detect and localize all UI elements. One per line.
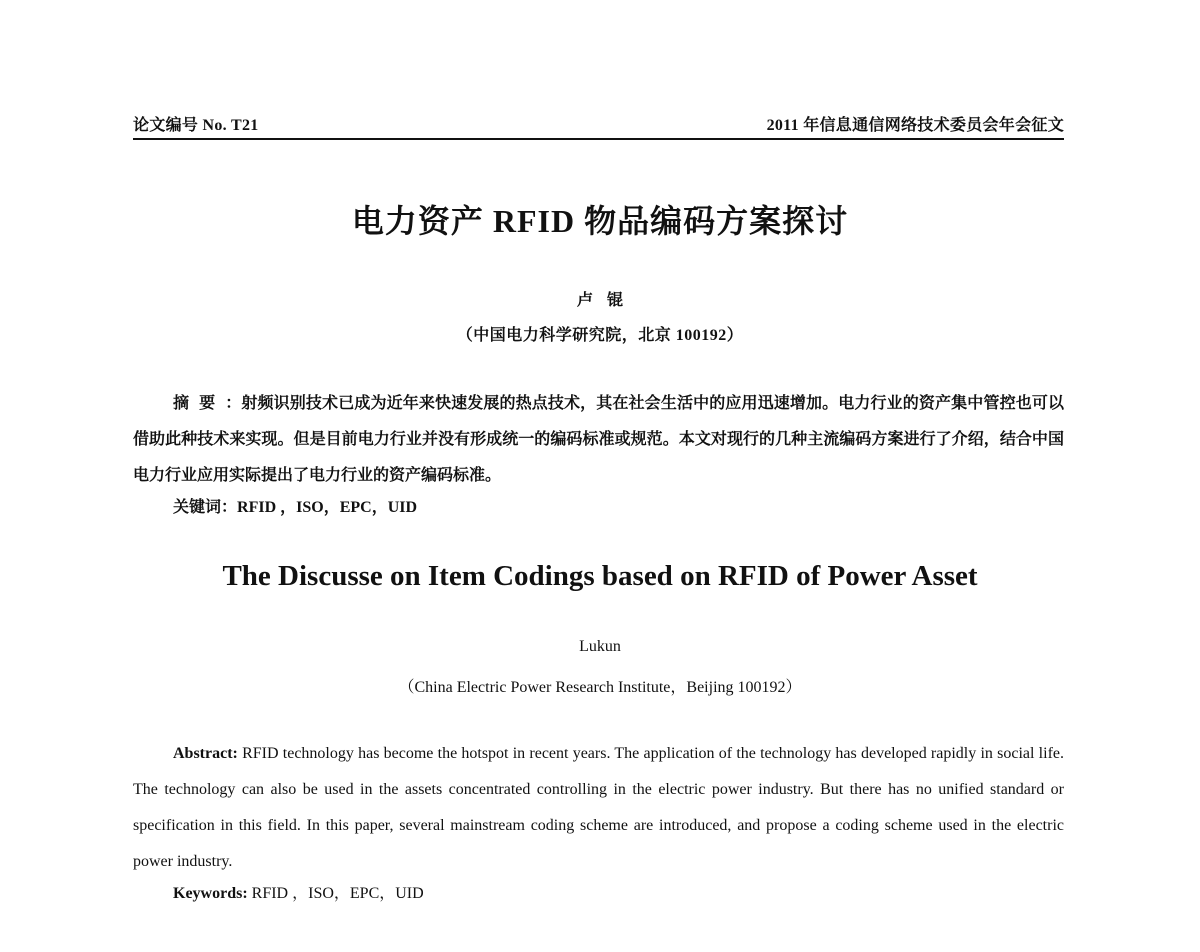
chinese-keywords <box>173 494 417 517</box>
paper-number: 论文编号 No. T21 <box>133 117 259 134</box>
conference-name: 2011 年信息通信网络技术委员会年会征文 <box>766 117 1064 134</box>
page-header <box>133 112 1064 140</box>
chinese-abstract-text: 射频识别技术已成为近年来快速发展的热点技术，其在社会生活中的应用迅速增加。电力行业的资产集中管控也可以借助此种技术来实现。但是目前电力行业并没有形成统一的编码标准或规范。本文对现行的几种主流编码方案进行了介绍，结合中国电力行业应用实际提出了电力行业的资产编码标准。 <box>133 395 1064 484</box>
chinese-abstract-label: 摘要 <box>173 395 226 412</box>
chinese-title: 电力资产 RFID 物品编码方案探讨 <box>351 203 849 239</box>
chinese-abstract-separator: ： <box>225 395 242 412</box>
chinese-author: 卢锟 <box>576 292 637 309</box>
english-affiliation: （China Electric Power Research Institute，Beijing 100192） <box>398 679 802 696</box>
english-abstract-text: RFID technology has become the hotspot in recent years. The application of the technology has developed rapidly in social life. The technology can also be used in the assets concentrated controlling in the electric power industry. But there has no unified standard or specification in this field. In this paper, several mainstream coding scheme are introduced, and propose a coding scheme used in the electric power industry. <box>133 745 1065 870</box>
english-keywords <box>173 880 424 903</box>
chinese-abstract <box>133 386 1064 494</box>
english-author: Lukun <box>579 638 621 655</box>
chinese-affiliation: （中国电力科学研究院，北京 100192） <box>456 327 744 344</box>
english-abstract <box>133 736 1064 880</box>
english-abstract-label: Abstract: <box>173 745 238 762</box>
english-keywords-label: Keywords: <box>173 885 248 902</box>
english-keywords-text: RFID ，ISO，EPC，UID <box>251 885 424 902</box>
english-abstract-paragraph <box>133 736 1064 880</box>
chinese-keywords-label: 关键词： <box>173 499 238 516</box>
chinese-keywords-text: RFID ，ISO，EPC，UID <box>237 499 418 516</box>
chinese-abstract-paragraph <box>133 386 1064 494</box>
english-title: The Discusse on Item Codings based on RFID of Power Asset <box>222 560 978 592</box>
